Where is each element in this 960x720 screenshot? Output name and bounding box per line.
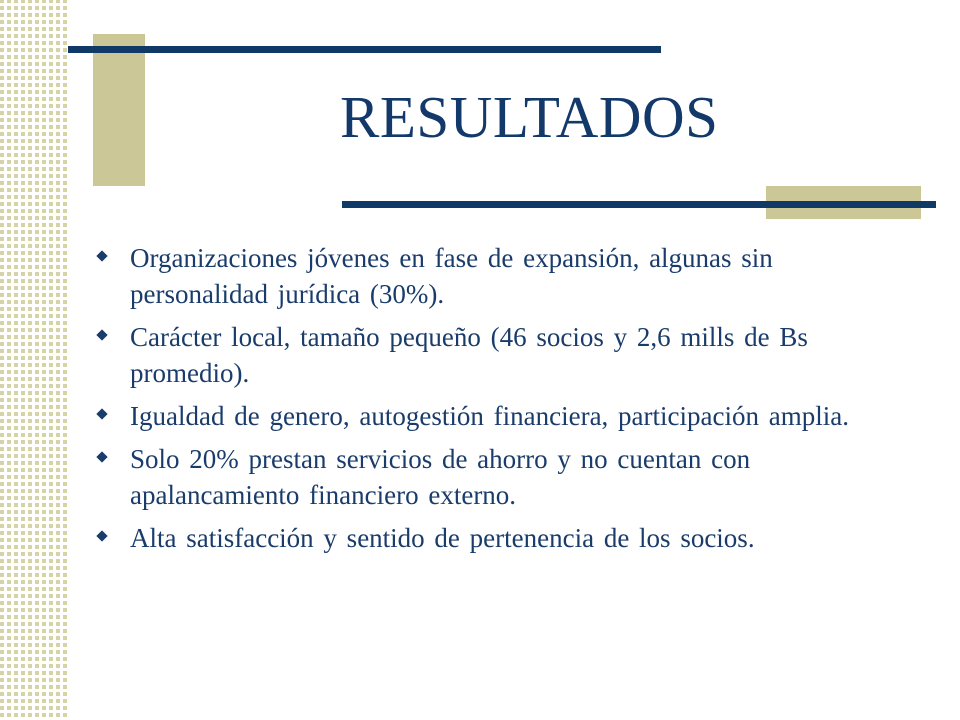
diamond-bullet-icon	[96, 408, 107, 419]
bullet-text: Alta satisfacción y sentido de pertenencia de los socios.	[130, 523, 755, 553]
accent-block-top	[93, 34, 145, 186]
bullet-item	[96, 441, 916, 513]
bullet-item	[96, 240, 916, 312]
left-striped-border	[0, 0, 70, 720]
diamond-bullet-icon	[96, 451, 107, 462]
diamond-bullet-icon	[96, 530, 107, 541]
bullet-text: Organizaciones jóvenes en fase de expansión, algunas sin personalidad jurídica (30%).	[130, 243, 773, 309]
bullet-item	[96, 319, 916, 391]
diamond-bullet-icon	[96, 250, 107, 261]
bullet-text: Carácter local, tamaño pequeño (46 socios y 2,6 mills de Bs promedio).	[130, 322, 808, 388]
slide-title: RESULTADOS	[340, 84, 719, 150]
bullet-list	[96, 240, 916, 563]
bottom-rule	[342, 201, 936, 208]
diamond-bullet-icon	[96, 329, 107, 340]
bullet-item	[96, 398, 916, 434]
bullet-text: Solo 20% prestan servicios de ahorro y no cuentan con apalancamiento financiero externo.	[130, 444, 751, 510]
bullet-item	[96, 520, 916, 556]
top-rule	[68, 46, 661, 53]
bullet-text: Igualdad de genero, autogestión financiera, participación amplia.	[130, 401, 849, 431]
